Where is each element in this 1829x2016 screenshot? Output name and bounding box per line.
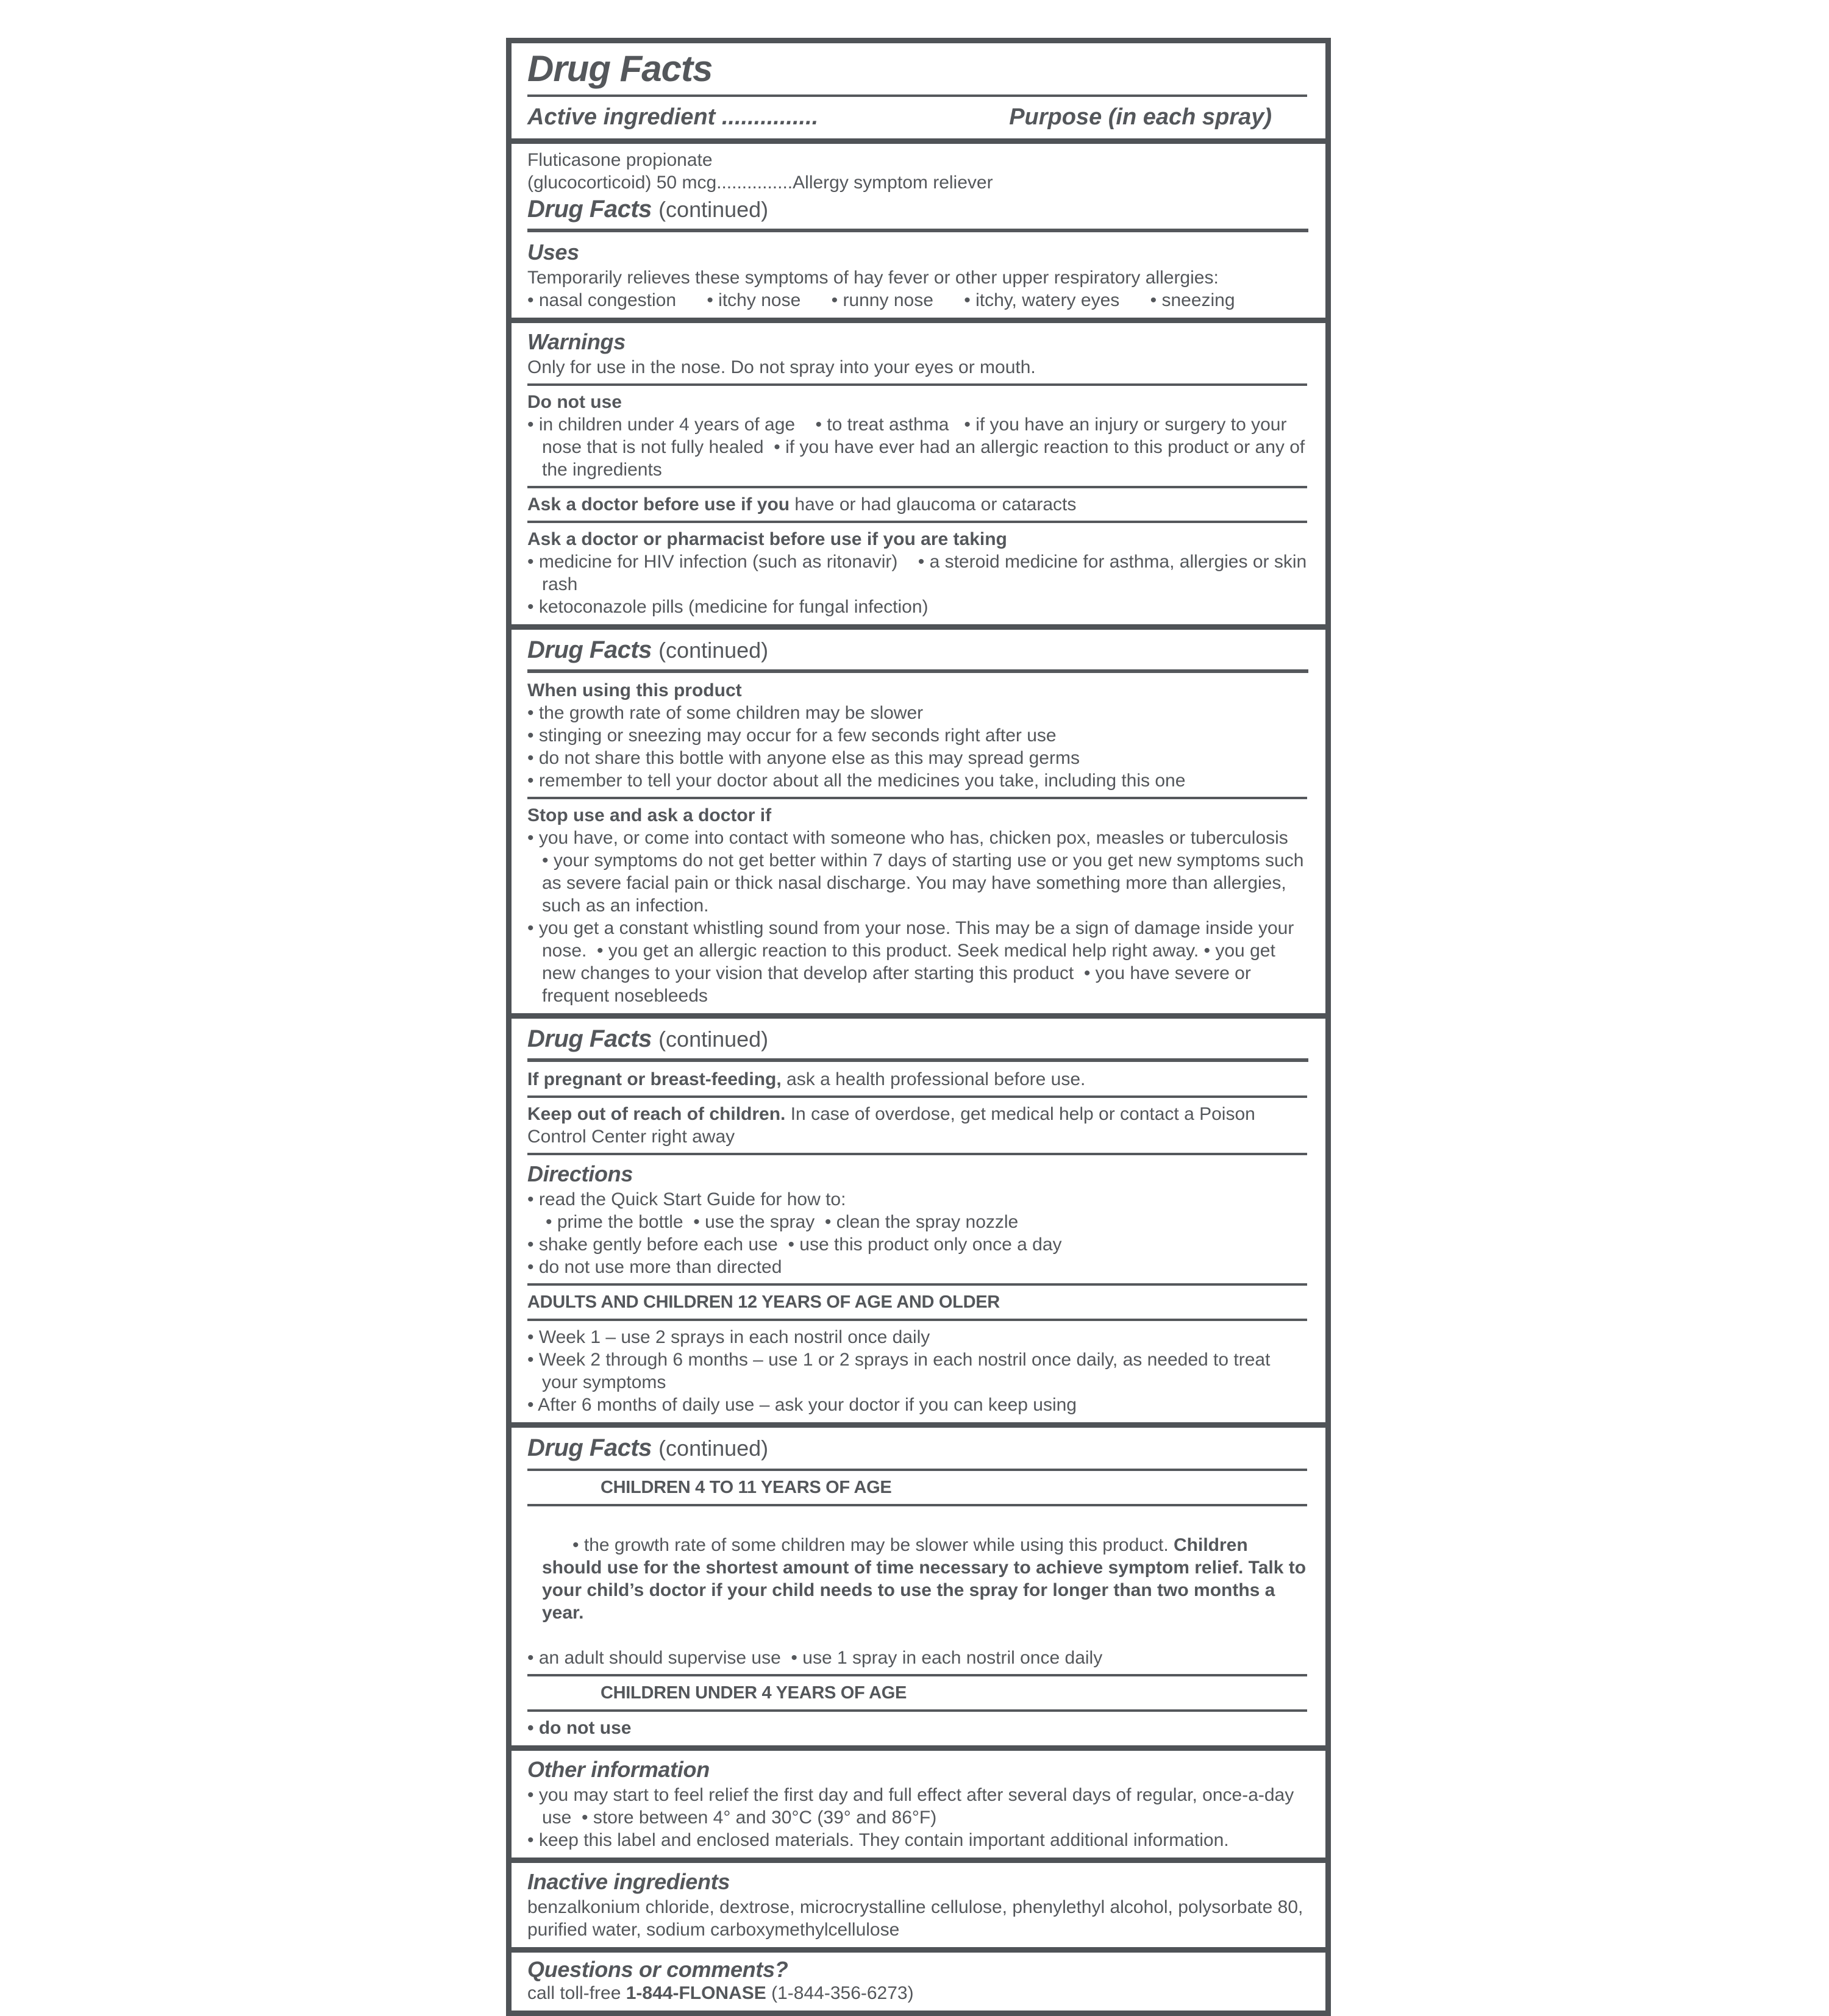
uses-bullet: • itchy nose [707,290,801,310]
keep-out-line [527,1103,1308,1148]
children-4-11-bullet [527,1511,1311,1647]
panel-inactive-ingredients [512,1857,1325,1947]
uses-bullet: • itchy, watery eyes [964,290,1120,310]
do-not-use-heading: Do not use [527,392,622,412]
drug-facts-continued-title: Drug Facts [527,636,652,663]
children-4-11-text: • the growth rate of some children may be slower while using this product. [572,1535,1174,1555]
divider-rule [527,486,1307,488]
questions-phone-line [527,1982,1308,2004]
panel-ingredient-uses [512,138,1325,318]
drug-facts-continued-title: Drug Facts [527,1025,652,1052]
uses-intro: Temporarily relieves these symptoms of hay fever or other upper respiratory allergies: [527,268,1219,288]
adults-bullet: • Week 2 through 6 months – use 1 or 2 sprays in each nostril once daily, as needed to treat your symptoms [527,1350,1275,1392]
do-not-use-text: • in children under 4 years of age • to treat asthma • if you have an injury or surgery to your nose that is not fully healed • if you have ever had an allergic reaction to this product or any of the ingredients [527,415,1310,480]
drug-facts-continued-title: Drug Facts [527,196,652,223]
divider-rule [527,1709,1307,1712]
continued-suffix: (continued) [658,197,769,222]
other-information-bullet: • keep this label and enclosed materials. They contain important additional information. [527,1830,1229,1850]
drug-facts-continued-heading [527,1024,1308,1055]
keep-out-bold: Keep out of reach of children. [527,1104,786,1124]
directions-heading: Directions [527,1161,633,1186]
adults-heading: ADULTS AND CHILDREN 12 YEARS OF AGE AND OLDER [527,1292,1000,1312]
directions-sub-bullet: • prime the bottle • use the spray • clean the spray nozzle [546,1212,1019,1232]
uses-bullet: • sneezing [1150,290,1235,310]
children-4-11-bullet: • an adult should supervise use • use 1 spray in each nostril once daily [527,1648,1103,1668]
divider-rule [527,94,1307,97]
call-toll-free-text: call toll-free [527,1983,626,2003]
divider-rule [527,1504,1307,1506]
questions-heading: Questions or comments? [527,1957,788,1982]
continued-suffix: (continued) [658,638,769,663]
ask-pharmacist-bullet: • ketoconazole pills (medicine for fungal infection) [527,597,929,617]
when-using-bullet: • stinging or sneezing may occur for a few seconds right after use [527,725,1057,746]
uses-heading: Uses [527,240,579,265]
divider-rule [527,1095,1307,1098]
directions-bullet: • shake gently before each use • use this product only once a day [527,1234,1062,1255]
divider-rule [527,1283,1307,1286]
children-4-11-heading: CHILDREN 4 TO 11 YEARS OF AGE [601,1478,892,1497]
panel-directions [512,1013,1325,1422]
ingredient-dosage: (glucocorticoid) 50 mcg...............Allergy symptom reliever [527,173,993,193]
ask-doctor-rest: have or had glaucoma or cataracts [790,494,1077,515]
divider-rule [527,669,1308,673]
continued-suffix: (continued) [658,1436,769,1461]
children-under-4-heading: CHILDREN UNDER 4 YEARS OF AGE [601,1683,907,1703]
divider-rule [527,1674,1307,1676]
panel-title [512,43,1325,138]
when-using-bullet: • remember to tell your doctor about all the medicines you take, including this one [527,771,1186,791]
inactive-ingredients-text: benzalkonium chloride, dextrose, microcrystalline cellulose, phenylethyl alcohol, polysorbate 80, purified water, sodium carboxymethylcellulose [527,1897,1303,1940]
stop-use-bullet: • you have, or come into contact with someone who has, chicken pox, measles or tuberculosis • your symptoms do not get better within 7 days of starting use or you get new symptoms such as severe facial pain or thick nasal discharge. You may have something more than allergies, such as an infection. [527,828,1314,916]
panel-warnings [512,318,1325,624]
when-using-bullet: • the growth rate of some children may be slower [527,703,924,723]
divider-rule [527,1153,1307,1155]
divider-rule [527,383,1307,386]
uses-bullet: • nasal congestion [527,290,676,310]
divider-rule [527,1319,1307,1321]
continued-suffix: (continued) [658,1027,769,1052]
when-using-bullet: • do not share this bottle with anyone else as this may spread germs [527,748,1080,768]
panel-questions [512,1947,1325,2011]
when-using-heading: When using this product [527,680,742,700]
adults-bullet: • After 6 months of daily use – ask your doctor if you can keep using [527,1395,1077,1415]
pregnant-line [527,1068,1308,1091]
warnings-intro: Only for use in the nose. Do not spray into your eyes or mouth. [527,357,1036,377]
ask-doctor-line [527,493,1308,516]
purpose-label: Purpose (in each spray) [1009,104,1272,130]
panel-other-information [512,1745,1325,1857]
ingredient-name: Fluticasone propionate [527,150,713,170]
adults-bullet: • Week 1 – use 2 sprays in each nostril once daily [527,1327,930,1347]
drug-facts-label [506,38,1331,2016]
divider-rule [527,1469,1307,1471]
ask-pharmacist-bullet: • medicine for HIV infection (such as ritonavir) • a steroid medicine for asthma, allergies or skin rash [527,552,1312,594]
other-information-bullet: • you may start to feel relief the first day and full effect after several days of regular, once-a-day use • store between 4° and 30°C (39° and 86°F) [527,1785,1299,1828]
stop-use-heading: Stop use and ask a doctor if [527,805,772,825]
directions-bullet: • read the Quick Start Guide for how to: [527,1189,846,1209]
divider-rule [527,797,1307,799]
panel-children-dosing [512,1422,1325,1745]
active-ingredient-label: Active ingredient ............... [527,104,819,130]
keep-out-rest: In case of overdose, get medical help or contact a Poison Control Center right away [527,1104,1255,1147]
divider-rule [527,229,1308,232]
other-information-heading: Other information [527,1757,710,1782]
drug-facts-continued-heading [527,635,1308,666]
pregnant-bold: If pregnant or breast-feeding, [527,1069,782,1089]
drug-facts-continued-title: Drug Facts [527,1434,652,1461]
stop-use-bullet: • you get a constant whistling sound from your nose. This may be a sign of damage inside your nose. • you get an allergic reaction to this product. Seek medical help right away. • you get new changes to your vision that develop after starting this product • you have severe or frequent nosebleeds [527,918,1299,1006]
panel-when-using [512,624,1325,1013]
warnings-heading: Warnings [527,329,626,354]
uses-bullet-list [527,289,1308,312]
phone-number-alt: (1-844-356-6273) [766,1983,914,2003]
children-4-11-bold-text: Children should use for the shortest amount of time necessary to achieve symptom relief. Talk to your child’s doctor if your child needs to use the spray for longer than two months a year. [542,1535,1311,1623]
pregnant-rest: ask a health professional before use. [781,1069,1086,1089]
drug-facts-title: Drug Facts [527,48,713,89]
children-under-4-bullet: • do not use [527,1718,632,1738]
ask-pharmacist-heading: Ask a doctor or pharmacist before use if you are taking [527,529,1007,549]
uses-bullet: • runny nose [831,290,933,310]
directions-bullet: • do not use more than directed [527,1257,782,1277]
drug-facts-continued-heading [527,194,1308,225]
divider-rule [527,1058,1308,1062]
phone-number: 1-844-FLONASE [626,1983,766,2003]
drug-facts-continued-heading [527,1433,1308,1464]
ask-doctor-bold: Ask a doctor before use if you [527,494,790,515]
inactive-ingredients-heading: Inactive ingredients [527,1869,730,1894]
divider-rule [527,521,1307,523]
